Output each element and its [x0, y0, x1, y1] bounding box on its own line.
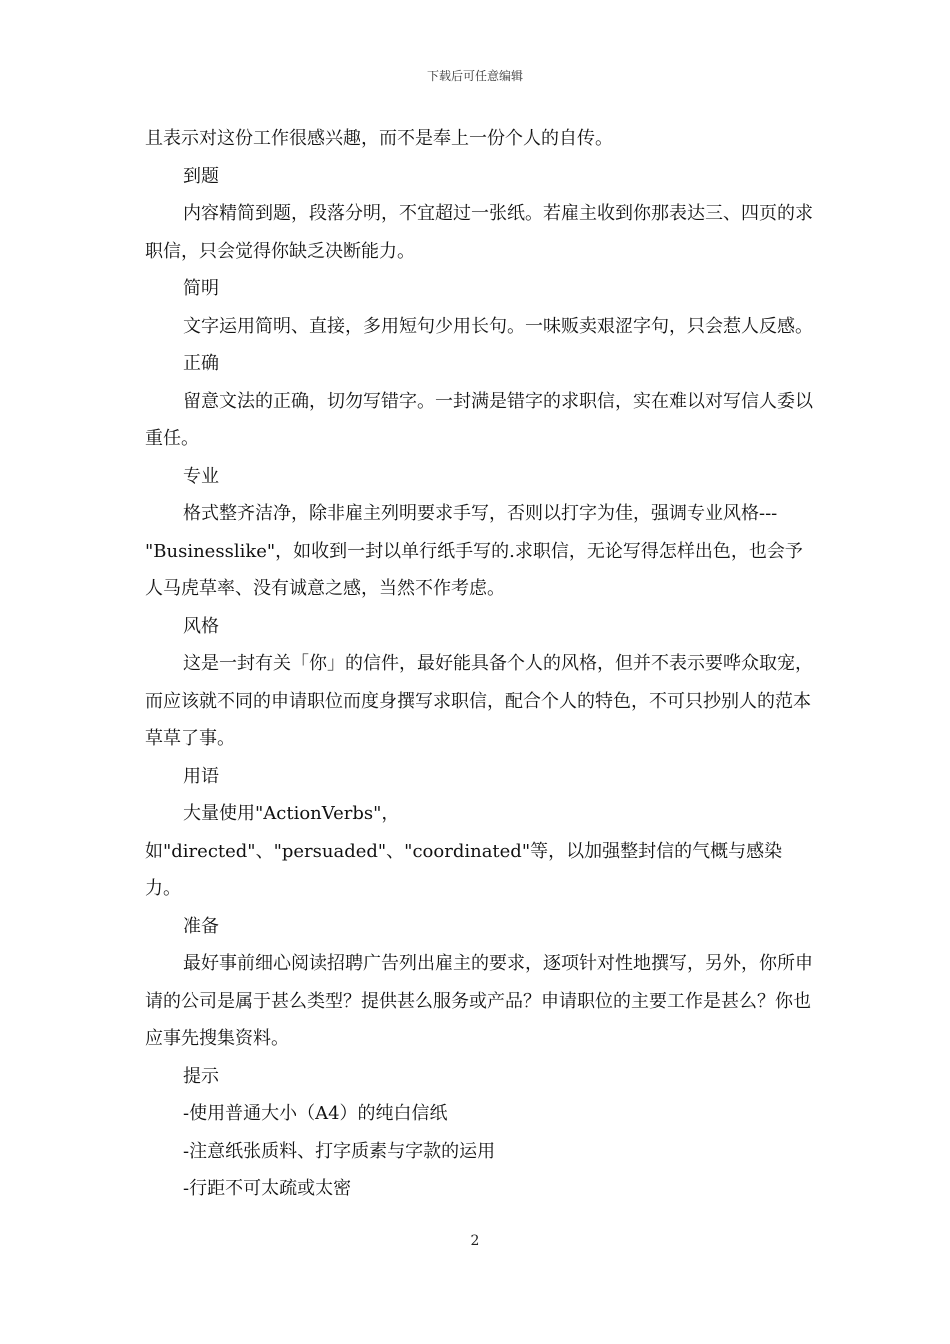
section-heading: 风格 [183, 615, 219, 637]
section-heading: 准备 [183, 915, 219, 937]
document-body [145, 120, 815, 1208]
page-number: 2 [470, 1233, 480, 1249]
page-header: 下载后可任意编辑 [426, 69, 523, 83]
section-heading: 简明 [183, 278, 219, 299]
paragraph: 留意文法的正确，切勿写错字。一封满是错字的求职信，实在难以对写信人委以重任。 [145, 390, 813, 449]
section-heading: 正确 [183, 353, 219, 374]
section-heading: 提示 [183, 1065, 219, 1087]
paragraph: 内容精简到题，段落分明，不宜超过一张纸。若雇主收到你那表达三、四页的求职信，只会觉得你缺乏决断能力。 [145, 203, 813, 262]
list-item: -注意纸张质料、打字质素与字款的运用 [183, 1140, 496, 1162]
section-heading: 用语 [183, 765, 219, 787]
paragraph: 格式整齐洁净，除非雇主列明要求手写，否则以打字为佳，强调专业风格---"Businesslike"，如收到一封以单行纸手写的.求职信，无论写得怎样出色，也会予人马虎草率、没有诚意之感，当然不作考虑。 [145, 503, 803, 599]
paragraph: 且表示对这份工作很感兴趣，而不是奉上一份个人的自传。 [145, 128, 613, 149]
paragraph: 这是一封有关「你」的信件，最好能具备个人的风格，但并不表示要哗众取宠，而应该就不同的申请职位而度身撰写求职信，配合个人的特色，不可只抄别人的范本草草了事。 [145, 653, 813, 749]
section-heading: 专业 [183, 465, 219, 487]
paragraph: 大量使用"ActionVerbs"，如"directed"、"persuaded"、"coordinated"等，以加强整封信的气概与感染力。 [145, 803, 783, 899]
section-heading: 到题 [183, 165, 219, 187]
list-item: -使用普通大小（A4）的纯白信纸 [183, 1103, 448, 1124]
paragraph: 文字运用简明、直接，多用短句少用长句。一味贩卖艰涩字句，只会惹人反感。 [183, 315, 813, 337]
list-item: -行距不可太疏或太密 [183, 1178, 352, 1199]
paragraph: 最好事前细心阅读招聘广告列出雇主的要求，逐项针对性地撰写，另外，你所申请的公司是属于甚么类型？提供甚么服务或产品？申请职位的主要工作是甚么？你也应事先搜集资料。 [145, 953, 813, 1049]
